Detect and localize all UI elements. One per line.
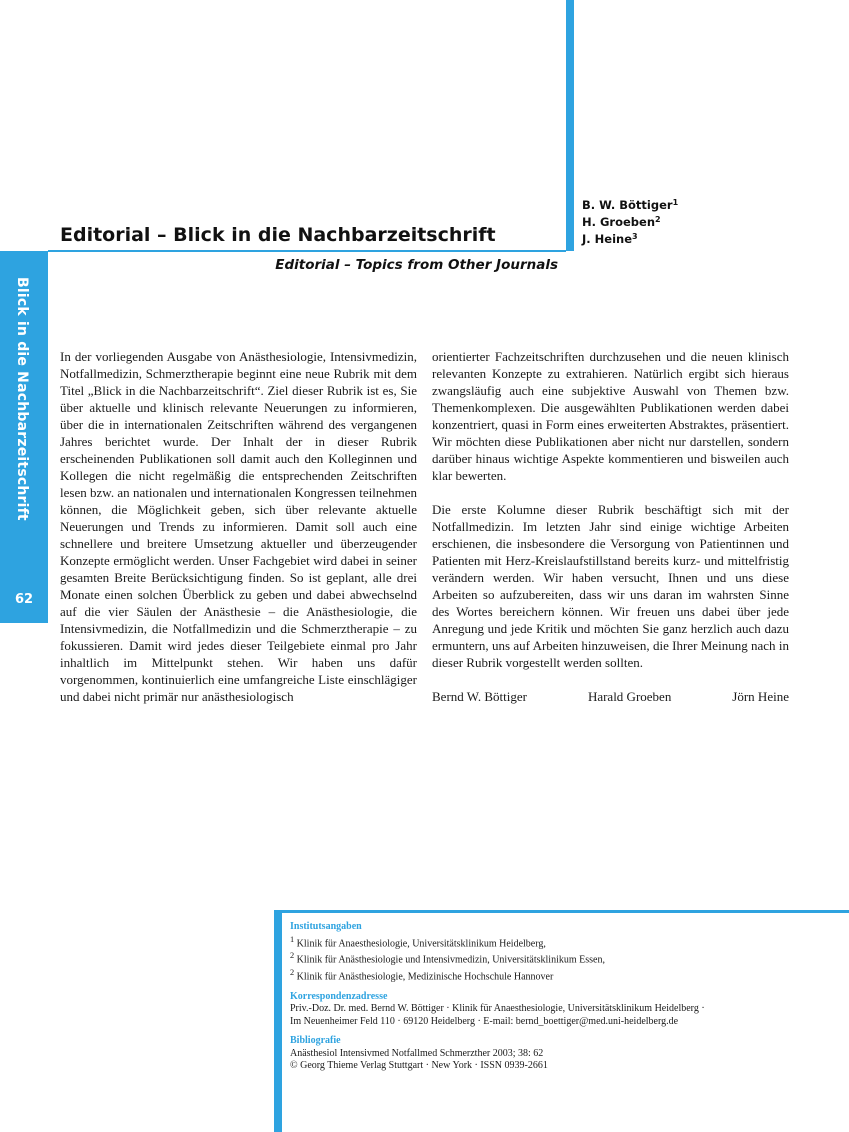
correspondence-heading: Korrespondenzadresse	[290, 990, 388, 1002]
author-1: B. W. Böttiger$^1$	[582, 198, 679, 212]
correspondence-block	[290, 991, 830, 1029]
bibliography-heading: Bibliografie	[290, 1035, 341, 1047]
footer-rule	[274, 910, 849, 913]
author-list	[582, 197, 678, 248]
body-paragraph: Die erste Kolumne dieser Rubrik beschäftigt sich mit der Notfallmedizin. Im letzten Jahr sind einige wichtige Arbeiten erschienen, die insbesondere die Versorgung von Patientinnen und Patienten mit Herz-Kreislaufstillstand bereits kurz- und mittelfristig verändern werden. Wir haben versucht, Ihnen und uns diese Arbeiten so aufzubereiten, dass wir uns daran im wahrsten Sinne des Wortes bereichern können. Wir freuen uns dabei über jede Anregung und jede Kritik und möchten Sie ganz herzlich auch dazu ermuntern, uns auf Arbeiten hinzuweisen, die Ihrer Meinung nach in dieser Rubrik vorgestellt werden sollten.	[432, 502, 789, 670]
institution-line: $^1$ Klinik für Anaesthesiologie, Universitätsklinikum Heidelberg,	[290, 934, 546, 949]
body-column-left	[60, 348, 417, 705]
running-head: Blick in die Nachbarzeitschrift	[14, 277, 30, 521]
accent-bar-bottom	[274, 910, 282, 1132]
article-info-box	[290, 921, 830, 1080]
page-number: 62	[14, 592, 34, 607]
article-subtitle: Editorial – Topics from Other Journals	[275, 257, 558, 273]
signature-boettiger: Bernd W. Böttiger	[432, 689, 527, 704]
institutions-block	[290, 921, 830, 984]
bibliography-block	[290, 1035, 830, 1073]
institutions-heading: Institutsangaben	[290, 921, 362, 932]
institution-line: $^2$ Klinik für Anästhesiologie, Medizinische Hochschule Hannover	[290, 968, 554, 983]
signature-row	[432, 688, 789, 705]
bibliography-line: © Georg Thieme Verlag Stuttgart · New York · ISSN 0939-2661	[290, 1060, 548, 1072]
body-paragraph: orientierter Fachzeitschriften durchzusehen und die neuen klinisch relevanten Konzepte zu extrahieren. Natürlich ergibt sich hieraus zwangsläufig auch eine subjektive Auswahl von Themen bzw. Themenkomplexen. Die ausgewählten Publikationen werden dabei konzentriert, quasi in Form eines erweiterten Abstraktes, präsentiert. Wir möchten diese Publikationen aber nicht nur darstellen, sondern darüber hinaus wichtige Aspekte kommentieren und bisweilen auch klar bewerten.	[432, 349, 789, 483]
correspondence-line: Priv.-Doz. Dr. med. Bernd W. Böttiger · Klinik für Anaesthesiologie, Universitätsklinikum Heidelberg ·	[290, 1003, 705, 1015]
bibliography-line: Anästhesiol Intensivmed Notfallmed Schmerzther 2003; 38: 62	[290, 1047, 544, 1059]
section-side-tab	[0, 251, 48, 623]
accent-bar-top	[566, 0, 574, 251]
title-rule	[48, 250, 566, 252]
author-2: H. Groeben$^2$	[582, 215, 661, 229]
correspondence-line: Im Neuenheimer Feld 110 · 69120 Heidelberg · E-mail: bernd_boettiger@med.uni-heidelberg.de	[290, 1015, 679, 1027]
article-title: Editorial – Blick in die Nachbarzeitschrift	[60, 224, 496, 246]
signature-groeben: Harald Groeben	[587, 689, 672, 704]
institution-line: $^2$ Klinik für Anästhesiologie und Intensivmedizin, Universitätsklinikum Essen,	[290, 951, 605, 966]
body-column-right	[432, 348, 789, 705]
author-3: J. Heine$^3$	[582, 232, 638, 246]
signature-heine: Jörn Heine	[732, 689, 789, 704]
body-paragraph: In der vorliegenden Ausgabe von Anästhesiologie, Intensivmedizin, Notfallmedizin, Schmerztherapie beginnt eine neue Rubrik mit dem Titel „Blick in die Nachbarzeitschrift“. Ziel dieser Rubrik ist es, Sie über aktuelle und klinisch relevante Neuerungen zu informieren, über die in internationalen Zeitschriften während des vergangenen Jahres berichtet wurde. Der Inhalt der in dieser Rubrik erscheinenden Publikationen soll damit auch den Kolleginnen und Kollegen die nicht regelmäßig die entsprechenden Zeitschriften lesen bzw. an nationalen und internationalen Kongressen teilnehmen können, die Möglichkeit geben, sich über relevante aktuelle Neuerungen und Trends zu informieren. Damit soll auch eine schnellere und breitere Umsetzung aktueller und überzeugender Konzepte ermöglicht werden. Unser Fachgebiet wird dabei in seiner gesamten Breite Berücksichtigung finden. So ist geplant, alle drei Monate einen solchen Überblick zu geben und dabei abwechselnd auf die vier Säulen der Anästhesie – die Anästhesiologie, die Intensivmedizin, die Notfallmedizin und die Schmerztherapie – zu fokussieren. Damit wird jedes dieser Teilgebiete einmal pro Jahr inhaltlich im Mittelpunkt stehen. Wir haben uns dafür vorgenommen, kontinuierlich eine umfangreiche Liste einschlägiger und dabei nicht primär nur anästhesiologisch	[60, 349, 417, 704]
